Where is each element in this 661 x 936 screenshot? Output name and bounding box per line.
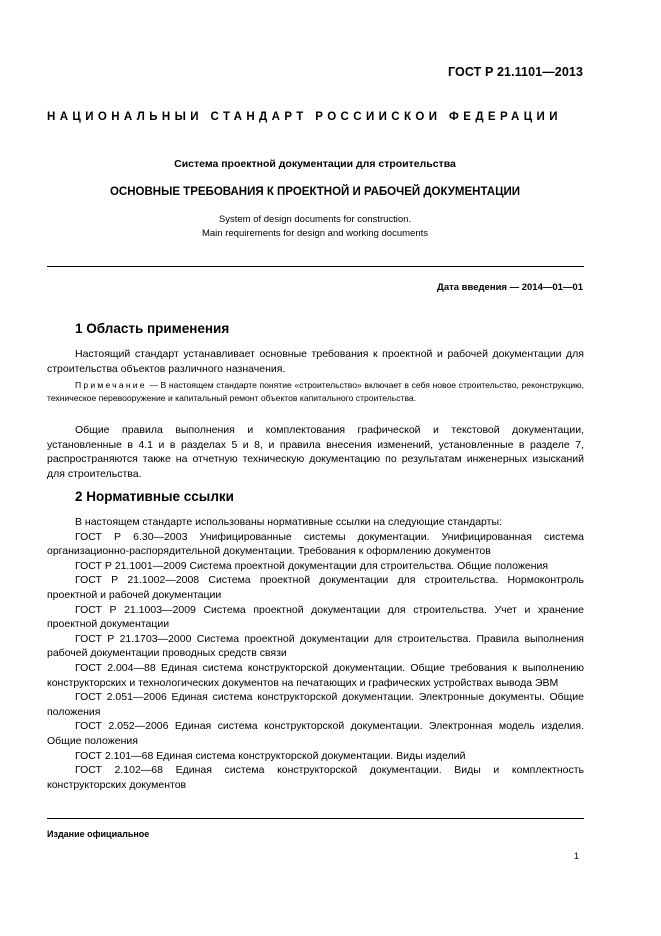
header-divider <box>47 266 584 267</box>
section-1-paragraph-2 <box>47 423 584 481</box>
section-1-note <box>47 379 584 405</box>
page-number: 1 <box>573 851 579 861</box>
list-item: ГОСТ Р 21.1002—2008 Система проектной документации для строительства. Нормоконтроль проектной и рабочей документации <box>47 574 584 601</box>
list-item: ГОСТ Р 21.1001—2009 Система проектной документации для строительства. Общие положения <box>75 559 549 572</box>
edition-label: Издание официальное <box>47 829 150 839</box>
note-text: — В настоящем стандарте понятие «строительство» включает в себя новое строительство, реконструкцию, техническое перевооружение и капитальный ремонт объектов капитального строительства. <box>47 380 584 403</box>
list-item: ГОСТ Р 21.1003—2009 Система проектной документации для строительства. Учет и хранение проектной документации <box>47 603 584 631</box>
list-item: ГОСТ 2.004—88 Единая система конструкторской документации. Общие требования к выполнению конструкторских и технологических документов на печатающих и графических устройствах вывода ЭВМ <box>47 661 584 689</box>
system-title-en: System of design documents for construction. <box>218 214 412 225</box>
footer-divider <box>47 818 584 819</box>
paragraph-text: Общие правила выполнения и комплектования графической и текстовой документации, установленные в 4.1 и в разделах 5 и 8, и правила внесения изменений, установленные в разделе 7, распространяются также на отчетную техническую документацию по результатам инженерных изысканий для строительства. <box>47 424 584 480</box>
note-label: Примечание <box>75 380 147 390</box>
document-id: ГОСТ Р 21.1101—2013 <box>448 65 583 79</box>
references-intro: В настоящем стандарте использованы нормативные ссылки на следующие стандарты: <box>75 516 502 528</box>
normative-references-list <box>47 515 584 792</box>
section-1-heading: 1 Область применения <box>75 321 230 336</box>
introduction-date: Дата введения — 2014—01—01 <box>437 282 583 293</box>
section-2-heading: 2 Нормативные ссылки <box>75 489 234 504</box>
list-item: ГОСТ Р 6.30—2003 Унифицированные системы документации. Унифицированная система организационно-распорядительной документации. Требования к оформлению документов <box>47 530 584 558</box>
section-1-paragraph-1 <box>47 347 584 376</box>
document-title-en: Main requirements for design and working documents <box>201 228 428 239</box>
list-item: ГОСТ 2.102—68 Единая система конструкторской документации. Виды и комплектность конструкторских документов <box>47 764 584 791</box>
list-item: ГОСТ Р 21.1703—2000 Система проектной документации для строительства. Правила выполнения рабочей документации проводных средств связи <box>47 632 584 660</box>
system-title-ru: Система проектной документации для строительства <box>174 158 456 170</box>
list-item: ГОСТ 2.101—68 Единая система конструкторской документации. Виды изделий <box>75 749 466 762</box>
document-title-ru: ОСНОВНЫЕ ТРЕБОВАНИЯ К ПРОЕКТНОЙ И РАБОЧЕЙ ДОКУМЕНТАЦИИ <box>109 186 521 198</box>
list-item: ГОСТ 2.051—2006 Единая система конструкторской документации. Электронные документы. Общие положения <box>47 691 584 718</box>
list-item: ГОСТ 2.052—2006 Единая система конструкторской документации. Электронная модель изделия. Общие положения <box>47 720 584 747</box>
national-standard-banner: НАЦИОНАЛЬНЫЙ СТАНДАРТ РОССИЙСКОЙ ФЕДЕРАЦИИ <box>47 111 562 123</box>
paragraph-text: Настоящий стандарт устанавливает основные требования к проектной и рабочей документации для строительства объектов различного назначения. <box>47 348 584 375</box>
